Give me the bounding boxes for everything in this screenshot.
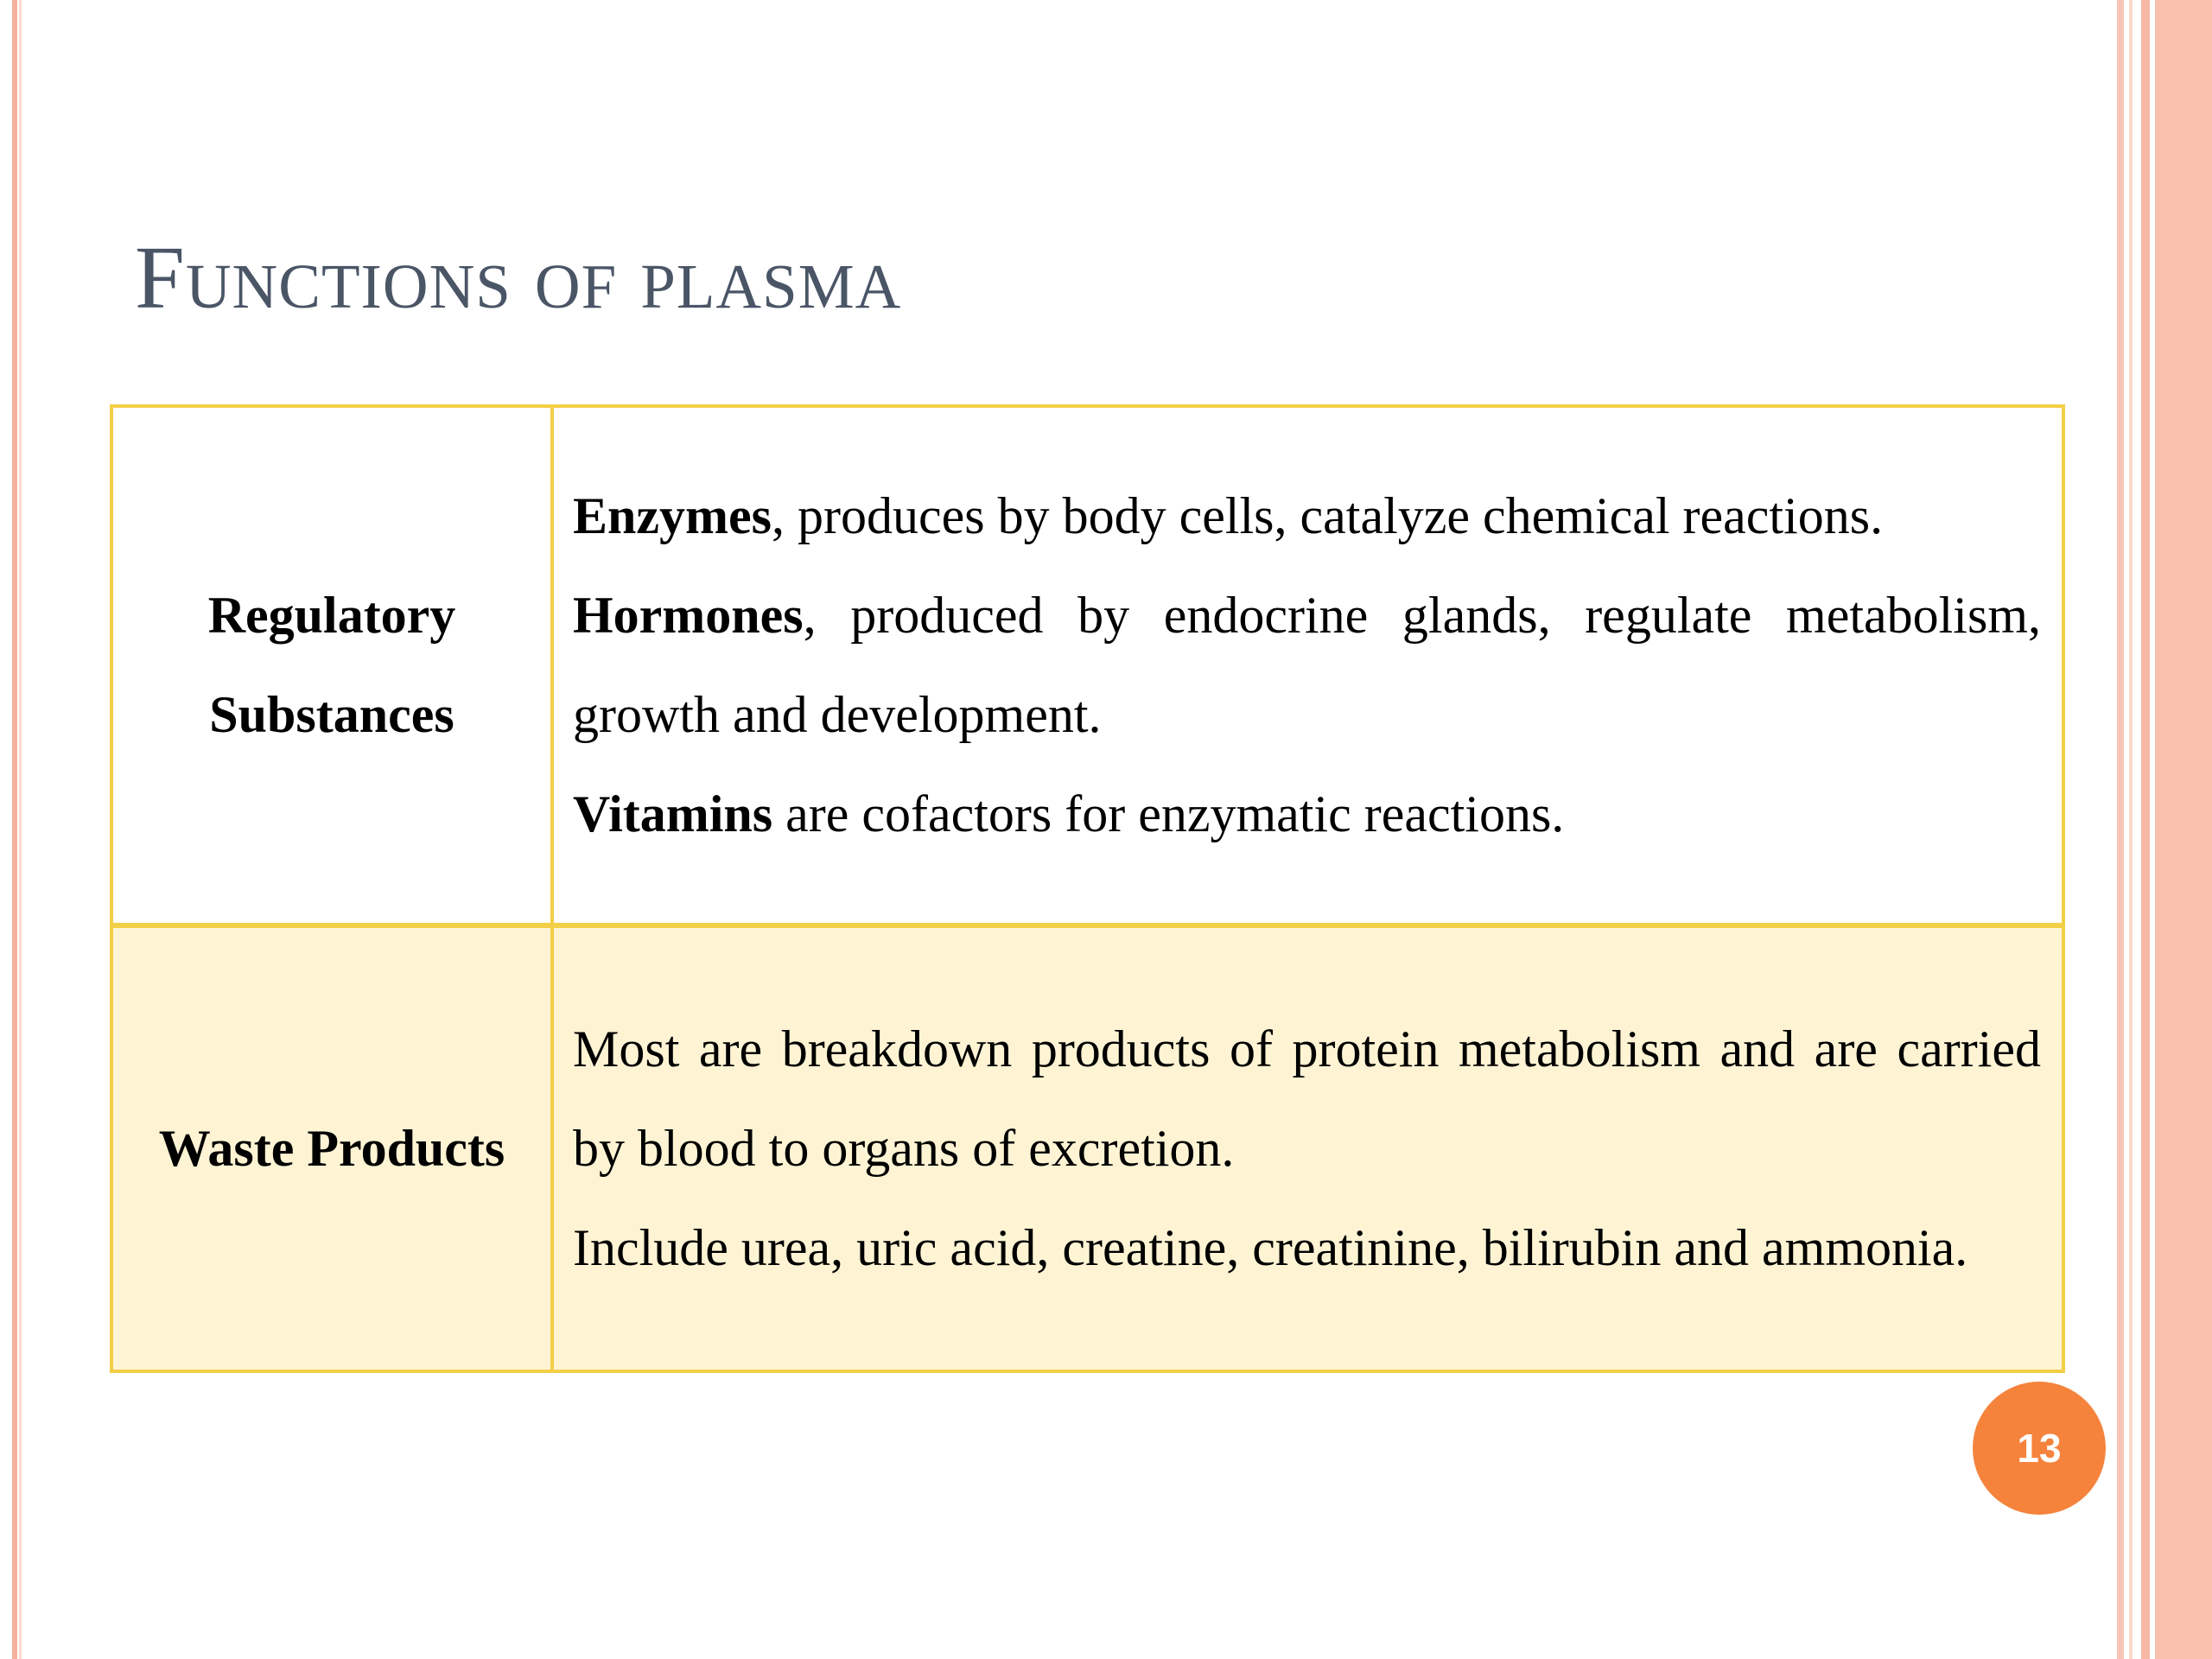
table-row	[111, 925, 2063, 1371]
table-row	[111, 406, 2063, 925]
entry-term: Hormones	[573, 587, 804, 644]
category-cell	[111, 925, 552, 1371]
category-label-line: Substances	[209, 686, 454, 743]
description-cell	[552, 406, 2063, 925]
entry-term: Enzymes	[573, 487, 772, 544]
functions-table	[110, 404, 2065, 1373]
category-label	[113, 1099, 550, 1198]
entry-text: are cofactors for enzymatic reactions.	[772, 785, 1565, 842]
description-cell	[552, 925, 2063, 1371]
category-label-line: Waste Products	[158, 1120, 505, 1177]
description-entry	[573, 765, 2041, 864]
right-decorative-band	[2155, 0, 2212, 1659]
right-decorative-stripe-thin	[2129, 0, 2133, 1659]
left-decorative-stripe	[12, 0, 17, 1659]
description-entry: Include urea, uric acid, creatine, creatinine, bilirubin and ammonia.	[573, 1219, 1968, 1276]
page-number-badge: 13	[1973, 1382, 2106, 1515]
entry-term: Vitamins	[573, 785, 773, 842]
right-decorative-stripe	[2117, 0, 2124, 1659]
description-entry: Most are breakdown products of protein metabolism and are carried by blood to organs of excretion.	[573, 1020, 2041, 1177]
category-label	[113, 566, 550, 765]
description-entry	[573, 467, 2041, 566]
entry-text: , produces by body cells, catalyze chemical reactions.	[771, 487, 1884, 544]
entry-text: , produced by endocrine glands, regulate metabolism, growth and development.	[573, 587, 2041, 743]
slide-title: Functions of plasma	[135, 228, 902, 327]
right-decorative-stripe	[2141, 0, 2150, 1659]
category-cell	[111, 406, 552, 925]
description-entry	[573, 566, 2041, 765]
category-label-line: Regulatory	[207, 587, 456, 644]
left-decorative-stripe-thin	[19, 0, 22, 1659]
